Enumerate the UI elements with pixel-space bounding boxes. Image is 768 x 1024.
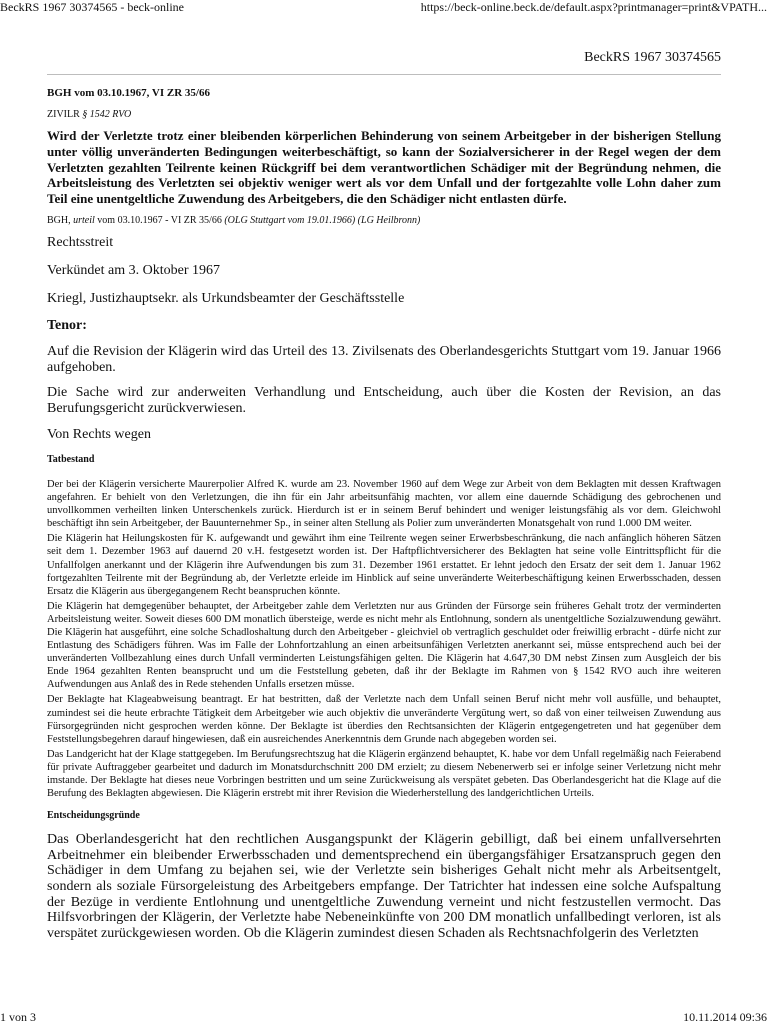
document-title: BGH vom 03.10.1967, VI ZR 35/66 — [47, 87, 210, 99]
print-datetime: 10.11.2014 09:36 — [683, 1010, 767, 1024]
entscheidungsgruende-paragraph: Das Oberlandesgericht hat den rechtlichen Ausgangspunkt der Klägerin gebilligt, daß bei einem unfallversehrten Arbeitnehmer ein bleibender Erwerbsschaden und dementsprechend ein übergangsfähiger Ersatzanspruch gegen den Schädiger in dem Umfang zu bejahen sei, wie der Verletzte sein bisheriges Gehalt nicht mehr als Arbeitsentgelt, sondern als soziale Fürsorgeleistung des Arbeitgebers empfange. Der Tatrichter hat indessen eine solche Aufspaltung der Bezüge in verdiente Entlohnung und unentgeltliche Zuwendung verneint und nicht festzustellen vermocht. Das Hilfsvorbringen der Klägerin, der Verletzte habe Nebeneinkünfte von 200 DM monatlich unfallbedingt verloren, ist als verspätet zurückgewiesen worden. Ob die Klägerin zumindest diesen Schaden als Rechtsnachfolgerin des Verletzten — [47, 832, 721, 941]
source-type: urteil — [73, 214, 95, 226]
rechtsstreit: Rechtsstreit — [47, 234, 114, 250]
tatbestand-paragraph: Der Beklagte hat Klageabweisung beantragt. Er hat bestritten, daß der Verletzte nach dem Unfall seinen Beruf nicht mehr voll ausfülle, und behauptet, zumindest sei die heute erbrachte Tätigkeit dem Arbeitgeber wie auch objektiv die unveränderte Vergütung wert, so daß von einer teilweisen Zuwendung aus Fürsorgegründen nicht gesprochen werden könne. Der Beklagte ist überdies den Rechtsansichten der Klägerin entgegengetreten und hat gegenüber dem Feststellungsbegehren darauf hingewiesen, daß ein ausreichendes Anerkenntnis dem Grunde nach abgegeben worden sei. — [47, 694, 721, 745]
category-label: ZIVILR — [47, 109, 80, 120]
norm-line — [47, 108, 721, 121]
source-lower-courts: (OLG Stuttgart vom 19.01.1966) (LG Heilbronn) — [224, 214, 421, 226]
tatbestand-paragraph: Der bei der Klägerin versicherte Maurerpolier Alfred K. wurde am 23. November 1960 auf dem Wege zur Arbeit von dem Beklagten mit dessen Kraftwagen angefahren. Er behielt von den Verletzungen, die ihn für ein Jahr arbeitsunfähig machten, vor allem eine dauernde Schädigung des gebrochenen und unvollkommen verheilten linken Unterschenkels zurück. Hierdurch ist er in seinem Beruf behindert und weniger leistungsfähig als vor dem. Gleichwohl beschäftigt ihn sein Arbeitgeber, der Bauunternehmer Sp., in seiner alten Stellung als Polier zum unveränderten Monatsgehalt von rund 1.000 DM weiter. — [47, 478, 721, 530]
browser-title: BeckRS 1967 30374565 - beck-online — [0, 0, 184, 14]
source-line — [47, 214, 721, 227]
norm-reference: § 1542 RVO — [82, 109, 132, 120]
tatbestand-heading: Tatbestand — [47, 453, 95, 465]
leitsatz: Wird der Verletzte trotz einer bleibenden körperlichen Behinderung von seinem Arbeitgeber in der bisherigen Stellung unter völlig unveränderten Bedingungen weiterbeschäftigt, so kann der Sozialversicherer in der Regel wegen der dem Verletzten gezahlten Teilrente keinen Rückgriff bei dem verantwortlichen Schädiger mit der Begründung nehmen, die Arbeitsleistung des Verletzten sei objektiv weniger wert als vor dem Unfall und der fortgezahlte volle Lohn daher zum Teil eine unentgeltliche Zuwendung des Arbeitgebers, die den Schädiger nicht entlasten dürfe. — [47, 128, 721, 207]
divider — [47, 74, 721, 75]
tatbestand-paragraph: Die Klägerin hat demgegenüber behauptet, der Arbeitgeber zahle dem Verletzten nur aus Gründen der Fürsorge sein früheres Gehalt trotz der verminderten Arbeitsleistung weiter. Soweit dieses 600 DM monatlich übersteige, werde es nicht mehr als Entlohnung, sondern als unentgeltliche Sozialzuwendung gewährt. Die Klägerin hat ausgeführt, eine solche Schadloshaltung durch den Arbeitgeber - gleichviel ob vertraglich geschuldet oder freiwillig erbracht - dürfe nicht zur Entlastung des Schädigers führen. Was im Falle der Lohnfortzahlung an einen arbeitsunfähigen Verletzten anerkannt sei, müsse entsprechend auch bei der unveränderten Vollbezahlung eines durch Unfall verminderten Leistungsfähigen gelten. Die Klägerin hat 4.647,30 DM nebst Zinsen zum Ausgleich der bis Ende 1964 gezahlten Renten beansprucht und um die Feststellung gebeten, daß ihr der Beklagte im Rahmen von § 1542 RVO auch ihre weiteren Aufwendungen aus Anlaß des in Rede stehenden Unfalls ersetzen müsse. — [47, 600, 721, 691]
tatbestand-paragraph: Die Klägerin hat Heilungskosten für K. aufgewandt und gewährt ihm eine Teilrente wegen seiner Erwerbsbeschränkung, die nach anfänglich höheren Sätzen seit dem 1. Dezember 1963 auf dauernd 20 v.H. festgesetzt worden ist. Der Haftpflichtversicherer des Beklagten hat seine volle Eintrittspflicht für die Unfallfolgen anerkannt und der Klägerin ihre Aufwendungen bis zum 31. Dezember 1961 erstattet. Er lehnt jedoch den Ersatz der seit dem 1. Januar 1962 fortgezahlten Teilrente mit der Begründung ab, der Verletzte erleide im Hinblick auf seine unveränderte Weiterbeschäftigung keinen Erwerbsschaden, dessen Ersatz die Klägerin aus übergegangenem Recht beanspruchen könnte. — [47, 533, 721, 597]
tatbestand-paragraph: Das Landgericht hat der Klage stattgegeben. Im Berufungsrechtszug hat die Klägerin ergänzend behauptet, K. habe vor dem Unfall regelmäßig nach Feierabend für private Auftraggeber gearbeitet und dadurch im Monatsdurchschnitt 200 DM erzielt; zu diesem Nebenerwerb sei er infolge seiner Verletzung nicht mehr imstande. Der Beklagte hat dieses neue Vorbringen bestritten und um seine Zurückweisung als verspätet gebeten. Das Oberlandesgericht hat die Klage auf die Berufung des Beklagten abgewiesen. Die Klägerin erstrebt mit ihrer Revision die Wiederherstellung des landgerichtlichen Urteils. — [47, 748, 721, 800]
source-court: BGH, — [47, 214, 71, 226]
urkundsbeamter: Kriegl, Justizhauptsekr. als Urkundsbeamter der Geschäftsstelle — [47, 290, 405, 306]
page-number: 1 von 3 — [0, 1010, 36, 1024]
entscheidungsgruende-heading: Entscheidungsgründe — [47, 810, 140, 822]
tenor-paragraph: Die Sache wird zur anderweiten Verhandlung und Entscheidung, auch über die Kosten der Revision, an das Berufungsgericht zurückverwiesen. — [47, 384, 721, 416]
citation: BeckRS 1967 30374565 — [584, 50, 721, 65]
source-date: vom 03.10.1967 - VI ZR 35/66 — [97, 214, 222, 226]
tenor-heading: Tenor: — [47, 317, 87, 333]
browser-url: https://beck-online.beck.de/default.aspx?printmanager=print&VPATH... — [420, 0, 767, 14]
tenor-paragraph: Auf die Revision der Klägerin wird das Urteil des 13. Zivilsenats des Oberlandesgerichts Stuttgart vom 19. Januar 1966 aufgehoben. — [47, 343, 721, 375]
von-rechts-wegen: Von Rechts wegen — [47, 426, 151, 442]
document-content — [47, 49, 721, 941]
verkuendet: Verkündet am 3. Oktober 1967 — [47, 262, 221, 278]
